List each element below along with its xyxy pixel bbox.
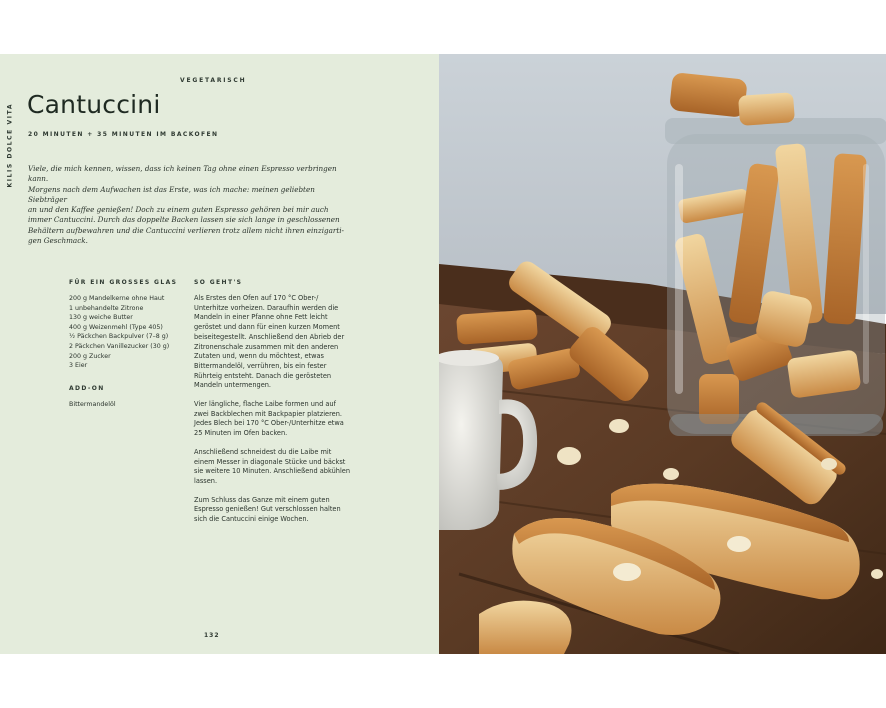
ingredient-item: 1 unbehandelte Zitrone xyxy=(69,304,144,312)
intro-line: gen Geschmack. xyxy=(28,236,88,246)
book-spread xyxy=(0,54,886,654)
ingredient-item: 3 Eier xyxy=(69,362,88,370)
ingredient-item: 200 g Zucker xyxy=(69,352,111,360)
method-column xyxy=(194,279,352,534)
intro-line: Viele, die mich kennen, wissen, dass ich keinen Tag ohne einen Espresso verbringen kann. xyxy=(28,164,337,184)
intro-text xyxy=(28,164,354,246)
spine-label: KILIS DOLCE VITA xyxy=(6,102,14,188)
glass-jar-icon xyxy=(665,72,886,436)
ingredient-item: ½ Päckchen Backpulver (7–8 g) xyxy=(69,333,169,341)
method-step: Als Erstes den Ofen auf 170 °C Ober-/ Unterhitze vorheizen. Daraufhin werden die Mandeln in einer Pfanne ohne Fett leicht geröstet und dann für einen kurzen Moment beiseitegestellt. Anschließend den Abrieb der Zitronenschale zusammen mit den anderen Zutaten und, wenn du möchtest, etwas Bittermandelöl, verrühren, bis ein fester Rührteig entsteht. Danach die gerösteten Mandeln untermengen. xyxy=(194,294,345,390)
method-heading: SO GEHT'S xyxy=(194,279,243,286)
prep-time: 20 MINUTEN + 35 MINUTEN IM BACKOFEN xyxy=(28,131,219,138)
recipe-title: Cantuccini xyxy=(27,90,161,119)
method-step: Anschließend schneidest du die Laibe mit einem Messer in diagonale Stücke und bäckst sie weitere 10 Minuten. Anschließend abkühlen lassen. xyxy=(194,447,351,485)
ingredients-heading: FÜR EIN GROSSES GLAS xyxy=(69,279,178,286)
method-step: Zum Schluss das Ganze mit einem guten Espresso genießen! Gut verschlossen halten sich die Cantuccini einige Wochen. xyxy=(194,495,341,524)
method-step: Vier längliche, flache Laibe formen und auf zwei Backblechen mit Backpapier platzieren. Jedes Blech bei 170 °C Ober-/Unterhitze etwa 25 Minuten im Ofen backen. xyxy=(194,400,344,438)
cantuccini-photo xyxy=(439,54,886,654)
recipe-page xyxy=(0,54,439,654)
addon-item: Bittermandelöl xyxy=(69,400,116,408)
intro-line: Behältern aufbewahren und die Cantuccini verlieren trotz allem nicht ihren einzigarti- xyxy=(28,225,344,235)
ingredient-item: 400 g Weizenmehl (Type 405) xyxy=(69,323,163,331)
ingredient-item: 2 Päckchen Vanillezucker (30 g) xyxy=(69,342,170,350)
addon-heading: ADD-ON xyxy=(69,384,105,392)
ingredients-column xyxy=(69,279,179,409)
food-photo xyxy=(439,54,886,654)
page-number: 132 xyxy=(204,632,220,639)
intro-line: immer Cantuccini. Durch das doppelte Backen lassen sie sich lange in geschlossenen xyxy=(28,215,340,225)
ingredient-item: 200 g Mandelkerne ohne Haut xyxy=(69,295,165,302)
intro-line: Morgens nach dem Aufwachen ist das Erste, was ich mache: meinen geliebten Siebträger xyxy=(28,184,315,204)
intro-line: an und den Kaffee genießen! Doch zu einem guten Espresso gehören bei mir auch xyxy=(28,205,329,215)
category-label: VEGETARISCH xyxy=(180,77,247,84)
ingredient-item: 130 g weiche Butter xyxy=(69,314,133,322)
